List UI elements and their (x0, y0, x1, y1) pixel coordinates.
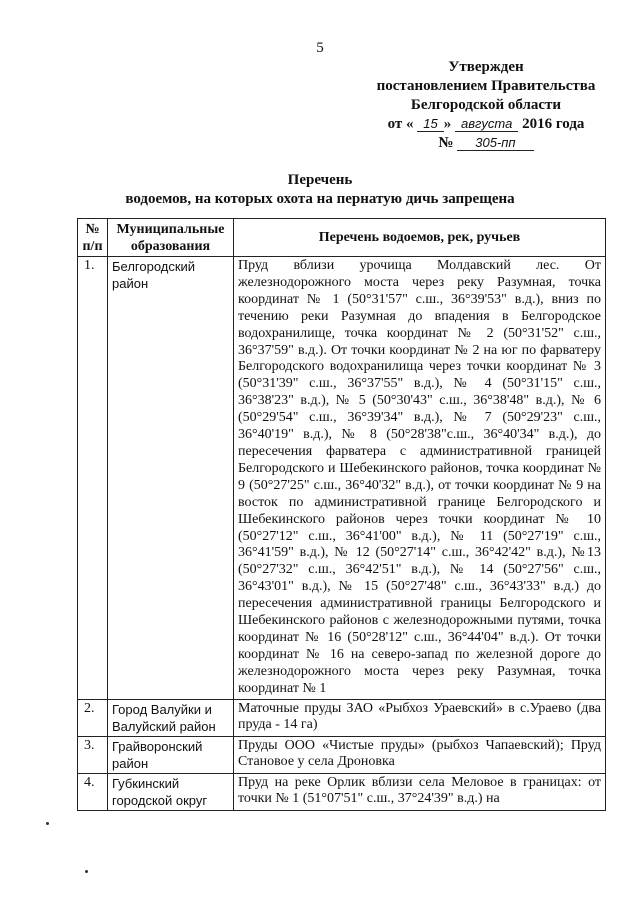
scan-speck (46, 822, 49, 825)
page-number: 5 (316, 40, 324, 56)
title-line-1: Перечень (287, 172, 353, 188)
reservoir-table (77, 218, 606, 811)
row-num: 1. (78, 257, 108, 700)
row-reservoirs: Пруд вблизи урочища Молдавский лес. От железнодорожного моста через реку Разумная, точка координат № 1 (50°31'57" с.ш., 36°39'53" в.д.), вниз по течению реки Разумная до впадения в Белгородское водохранилище, точка координат № 2 (50°31'52" с.ш., 36°37'59" в.д.). От точки координат № 2 на юг по фарватеру Белгородского водохранилища через точки координат № 3 (50°31'39" с.ш., 36°37'55" в.д.), № 4 (50°31'15" с.ш., 36°38'23" в.д.), № 5 (50°30'43" с.ш., 36°38'48" в.д.), № 6 (50°29'54" с.ш., 36°39'34" в.д.), № 7 (50°29'23" с.ш., 36°40'19" в.д.), № 8 (50°28'38"с.ш., 36°40'34" в.д.), до пересечения фарватера с административной границей Белгородского и Шебекинского районов, точка координат № 9 (50°27'25" с.ш., 36°40'32" в.д.), от точки координат № 9 на восток по административной границе Белгородского и Шебекинского районов через точки координат № 10 (50°27'12" с.ш., 36°41'00" в.д.), № 11 (50°27'19" с.ш., 36°41'59" в.д.), № 12 (50°27'14" с.ш., 36°42'42" в.д.), №13 (50°27'32" с.ш., 36°42'51" в.д.), № 14 (50°27'56" с.ш., 36°43'01" в.д.), № 15 (50°27'48" с.ш., 36°43'33" в.д.) до пересечения административной границы Белгородского и Шебекинского районов с железнодорожными путями, точка координат № 16 (50°28'12" с.ш., 36°44'04" в.д.). От точки координат № 16 на северо-запад по железной дороге до железнодорожного моста через реку Разумная, точка координат № 1 (234, 257, 606, 700)
date-year: 2016 года (522, 116, 585, 132)
approval-number (370, 134, 602, 153)
header-list: Перечень водоемов, рек, ручьев (234, 219, 606, 257)
table-row (78, 257, 606, 700)
row-num: 3. (78, 736, 108, 773)
date-day: 15 (417, 117, 443, 132)
table-row (78, 736, 606, 773)
scan-speck (85, 870, 88, 873)
document-title (0, 171, 640, 209)
row-reservoirs: Маточные пруды ЗАО «Рыбхоз Ураевский» в с.Ураево (два пруда - 14 га) (234, 699, 606, 736)
table-row (78, 773, 606, 810)
approval-line-2: постановлением Правительства (376, 78, 596, 94)
row-municipality: Губкинский городской округ (108, 773, 234, 810)
date-mid: » (443, 116, 452, 132)
row-municipality: Город Валуйки и Валуйский район (108, 699, 234, 736)
header-municipality: Муниципальные образования (108, 219, 234, 257)
table-row (78, 699, 606, 736)
title-line-2: водоемов, на которых охота на пернатую дичь запрещена (125, 191, 515, 207)
approval-date (370, 115, 602, 134)
row-reservoirs: Пруд на реке Орлик вблизи села Меловое в границах: от точки № 1 (51°07'51" с.ш., 37°24'39" в.д.) на (234, 773, 606, 810)
row-num: 2. (78, 699, 108, 736)
date-prefix: от « (387, 116, 414, 132)
row-reservoirs: Пруды ООО «Чистые пруды» (рыбхоз Чапаевский); Пруд Становое у села Дроновка (234, 736, 606, 773)
row-municipality: Белгородский район (108, 257, 234, 700)
approval-block (370, 58, 602, 153)
row-municipality: Грайворонский район (108, 736, 234, 773)
date-month: августа (455, 117, 518, 132)
number-value: 305-пп (457, 136, 533, 151)
number-prefix: № (438, 135, 454, 151)
approval-line-3: Белгородской области (410, 97, 562, 113)
header-num: № п/п (78, 219, 108, 257)
approval-line-1: Утвержден (448, 59, 524, 75)
table-header-row (78, 219, 606, 257)
row-num: 4. (78, 773, 108, 810)
